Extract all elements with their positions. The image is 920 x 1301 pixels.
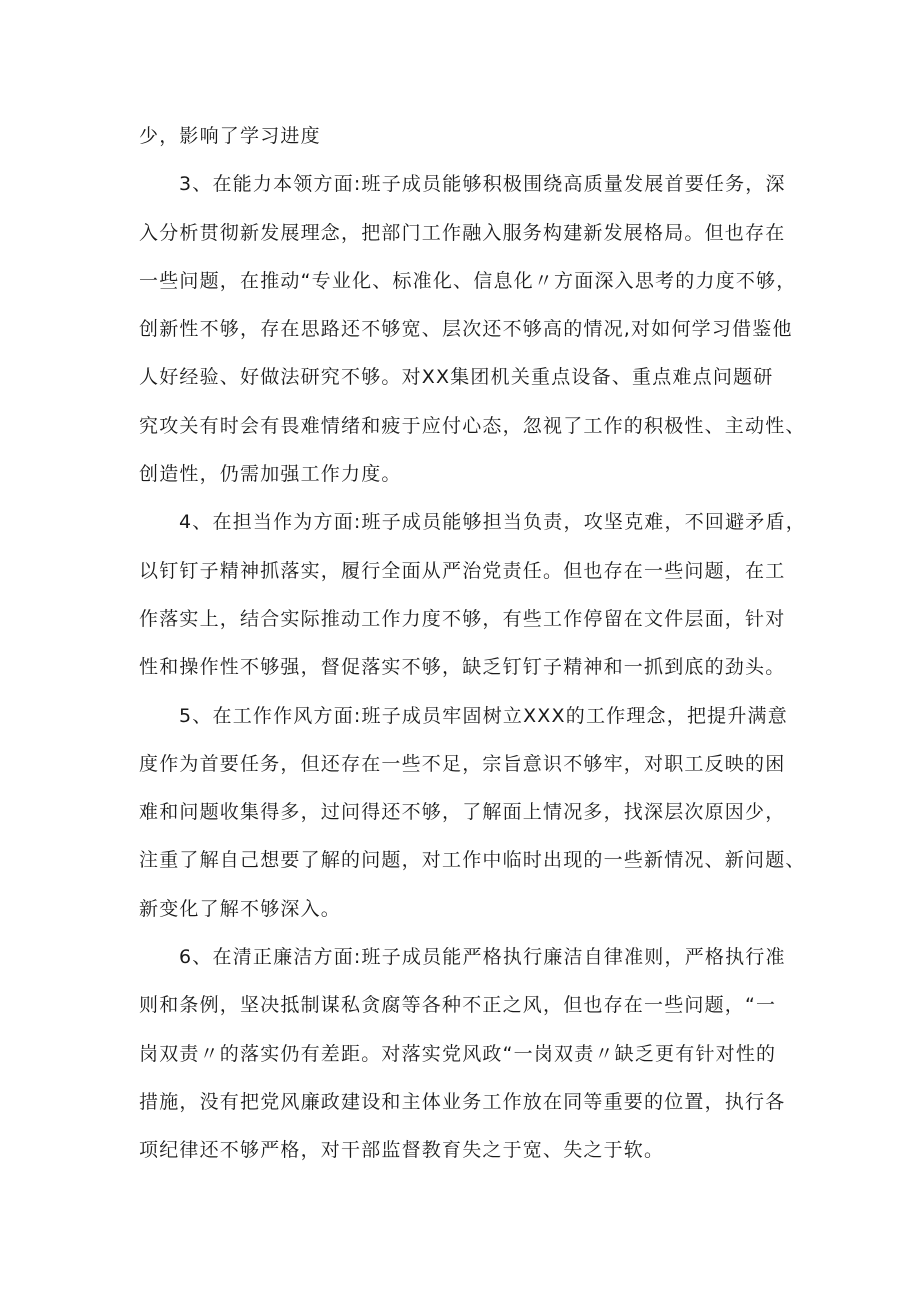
text-line: 以钉钉子精神抓落实，履行全面从严治党责任。但也存在一些问题，在工 xyxy=(139,559,786,582)
text-line: 少，影响了学习进度 xyxy=(139,125,321,147)
paragraph-6-heading-line: 6、在清正廉洁方面:班子成员能严格执行廉洁自律准则，严格执行准 xyxy=(179,946,786,969)
paragraph-3-heading-line: 3、在能力本领方面:班子成员能够积极围绕高质量发展首要任务，深 xyxy=(179,173,786,196)
text-line: 项纪律还不够严格，对干部监督教育失之于宽、失之于软。 xyxy=(139,1139,665,1162)
text-line: 创新性不够，存在思路还不够宽、层次还不够高的情况,对如何学习借鉴他 xyxy=(139,318,793,341)
text-line: 措施，没有把党风廉政建设和主体业务工作放在同等重要的位置，执行各 xyxy=(139,1090,786,1113)
text-line: 究攻关有时会有畏难情绪和疲于应付心态，忽视了工作的积极性、主动性、 xyxy=(139,414,806,437)
text-line: 注重了解自己想要了解的问题，对工作中临时出现的一些新情况、新问题、 xyxy=(139,849,806,872)
text-line: 性和操作性不够强，督促落实不够，缺乏钉钉子精神和一抓到底的劲头。 xyxy=(139,656,786,679)
text-line: 难和问题收集得多，过问得还不够，了解面上情况多，找深层次原因少， xyxy=(139,801,786,824)
text-line: 创造性，仍需加强工作力度。 xyxy=(139,463,402,486)
text-line: 度作为首要任务，但还存在一些不足，宗旨意识不够牢，对职工反映的困 xyxy=(139,752,786,775)
text-line: 岗双责〃的落实仍有差距。对落实党风政“一岗双责〃缺乏更有针对性的 xyxy=(139,1042,777,1065)
text-line: 一些问题，在推动“专业化、标准化、信息化〃方面深入思考的力度不够， xyxy=(139,269,797,292)
paragraph-4-heading-line: 4、在担当作为方面:班子成员能够担当负责，攻坚克难，不回避矛盾， xyxy=(179,511,806,534)
text-line: 人好经验、好做法研究不够。对XX集团机关重点设备、重点难点问题研 xyxy=(139,366,774,389)
text-line: 作落实上，结合实际推动工作力度不够，有些工作停留在文件层面，针对 xyxy=(139,607,786,630)
text-line: 入分析贯彻新发展理念，把部门工作融入服务构建新发展格局。但也存在 xyxy=(139,221,786,244)
paragraph-5-heading-line: 5、在工作作风方面:班子成员牢固树立XXX的工作理念，把提升满意 xyxy=(179,704,788,727)
text-line: 则和条例，坚决抵制谋私贪腐等各种不正之风，但也存在一些问题，“一 xyxy=(139,994,777,1017)
document-body xyxy=(139,112,806,1175)
text-line: 新变化了解不够深入。 xyxy=(139,897,342,920)
